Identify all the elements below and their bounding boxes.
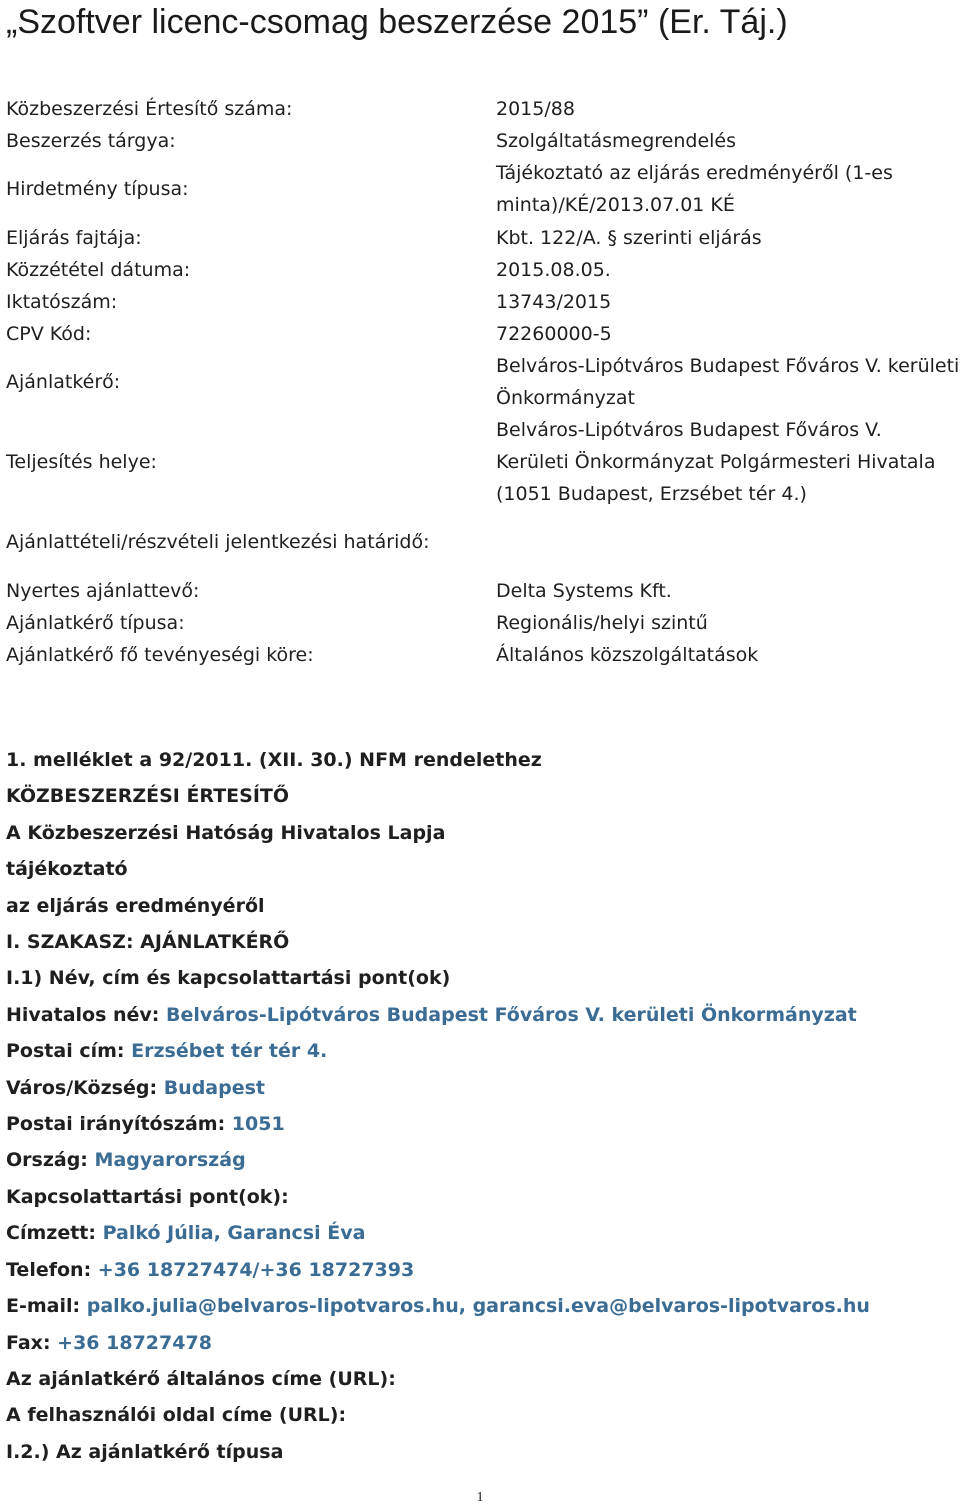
document-title: „Szoftver licenc-csomag beszerzése 2015” (Er. Táj.) <box>6 3 788 41</box>
document-subject: az eljárás eredményéről <box>6 894 265 917</box>
phone-line <box>6 1252 956 1288</box>
fax-value: +36 18727478 <box>57 1331 212 1354</box>
summary-value: Belváros-Lipótváros Budapest Főváros V. Kerületi Önkormányzat Polgármesteri Hivatala (1051 Budapest, Erzsébet tér 4.) <box>496 418 936 505</box>
addressee-value: Palkó Júlia, Garancsi Éva <box>102 1222 366 1245</box>
summary-label: Beszerzés tárgya: <box>6 130 176 152</box>
summary-label: Ajánlatkérő: <box>6 371 121 393</box>
summary-value: Kbt. 122/A. § szerinti eljárás <box>496 226 762 249</box>
summary-label: Iktatószám: <box>6 291 118 313</box>
summary-label: Hirdetmény típusa: <box>6 178 189 200</box>
summary-label: Közzététel dátuma: <box>6 259 191 281</box>
subsection-heading-2: I.2.) Az ajánlatkérő típusa <box>6 1440 284 1463</box>
addressee-line <box>6 1215 956 1251</box>
summary-value: 72260000-5 <box>496 323 612 345</box>
email-line <box>6 1288 956 1324</box>
summary-value: Tájékoztató az eljárás eredményéről (1-es minta)/KÉ/2013.07.01 KÉ <box>496 162 893 216</box>
summary-row-contracting-authority <box>6 350 960 414</box>
summary-row-subject <box>6 125 960 157</box>
field-label: A felhasználói oldal címe (URL): <box>6 1404 347 1427</box>
summary-value: 2015/88 <box>496 97 575 120</box>
official-name-value: Belváros-Lipótváros Budapest Főváros V. kerületi Önkormányzat <box>166 1003 857 1026</box>
field-label: Ország: <box>6 1149 88 1172</box>
buyer-profile-url-line <box>6 1397 956 1433</box>
summary-row-notice-type <box>6 157 960 221</box>
country-value: Magyarország <box>94 1149 246 1172</box>
summary-value: Belváros-Lipótváros Budapest Főváros V. kerületi Önkormányzat <box>496 355 960 409</box>
contact-points-line <box>6 1179 956 1215</box>
field-label: Postai irányítószám: <box>6 1113 226 1136</box>
summary-row-reference <box>6 286 960 318</box>
city-line <box>6 1070 956 1106</box>
field-label: Fax: <box>6 1331 51 1354</box>
summary-label: Ajánlatkérő fő tevényeségi köre: <box>6 644 314 666</box>
summary-value: 13743/2015 <box>496 291 612 313</box>
summary-label: Eljárás fajtája: <box>6 226 142 249</box>
notice-body <box>6 742 956 1470</box>
journal-subtitle: A Közbeszerzési Hatóság Hivatalos Lapja <box>6 821 446 844</box>
summary-row-main-activity <box>6 639 960 671</box>
document-type: tájékoztató <box>6 858 128 881</box>
postal-address-line <box>6 1033 956 1069</box>
field-label: Az ajánlatkérő általános címe (URL): <box>6 1367 396 1390</box>
field-label: E-mail: <box>6 1295 81 1318</box>
summary-row-publication-date <box>6 254 960 286</box>
field-label: Kapcsolattartási pont(ok): <box>6 1185 289 1208</box>
summary-row-deadline <box>6 509 960 574</box>
annex-reference: 1. melléklet a 92/2011. (XII. 30.) NFM rendelethez <box>6 749 542 771</box>
email-value: palko.julia@belvaros-lipotvaros.hu, garancsi.eva@belvaros-lipotvaros.hu <box>86 1295 870 1318</box>
fax-line <box>6 1325 956 1361</box>
summary-value: Regionális/helyi szintű <box>496 612 708 634</box>
summary-value: Általános közszolgáltatások <box>496 644 759 666</box>
page-number: 1 <box>476 1490 484 1505</box>
phone-value: +36 18727474/+36 18727393 <box>97 1258 415 1281</box>
country-line <box>6 1142 956 1178</box>
summary-label: CPV Kód: <box>6 323 92 345</box>
summary-row-ke-number <box>6 92 960 125</box>
postal-address-value: Erzsébet tér tér 4. <box>131 1040 328 1063</box>
summary-row-authority-type <box>6 607 960 639</box>
section-heading: I. SZAKASZ: AJÁNLATKÉRŐ <box>6 931 290 954</box>
summary-label: Teljesítés helye: <box>6 450 157 473</box>
summary-label: Közbeszerzési Értesítő száma: <box>6 97 293 120</box>
summary-value: Delta Systems Kft. <box>496 579 672 602</box>
summary-label: Ajánlatkérő típusa: <box>6 612 185 634</box>
field-label: Postai cím: <box>6 1040 125 1063</box>
city-value: Budapest <box>163 1076 265 1099</box>
field-label: Város/Község: <box>6 1076 158 1099</box>
field-label: Telefon: <box>6 1258 92 1281</box>
postcode-line <box>6 1106 956 1142</box>
summary-label: Ajánlattételi/részvételi jelentkezési határidő: <box>6 530 430 553</box>
postcode-value: 1051 <box>231 1113 285 1136</box>
summary-row-procedure <box>6 221 960 254</box>
summary-row-cpv <box>6 318 960 350</box>
summary-table <box>6 92 960 671</box>
field-label: Hivatalos név: <box>6 1003 160 1026</box>
summary-value: 2015.08.05. <box>496 259 611 281</box>
summary-row-winner <box>6 574 960 607</box>
subsection-heading: I.1) Név, cím és kapcsolattartási pont(ok) <box>6 967 451 990</box>
field-label: Címzett: <box>6 1222 96 1245</box>
summary-value: Szolgáltatásmegrendelés <box>496 130 737 152</box>
summary-label: Nyertes ajánlattevő: <box>6 579 200 602</box>
summary-row-place-of-performance <box>6 414 960 509</box>
official-name-line <box>6 997 956 1033</box>
journal-name: KÖZBESZERZÉSI ÉRTESÍTŐ <box>6 785 290 808</box>
general-url-line <box>6 1361 956 1397</box>
